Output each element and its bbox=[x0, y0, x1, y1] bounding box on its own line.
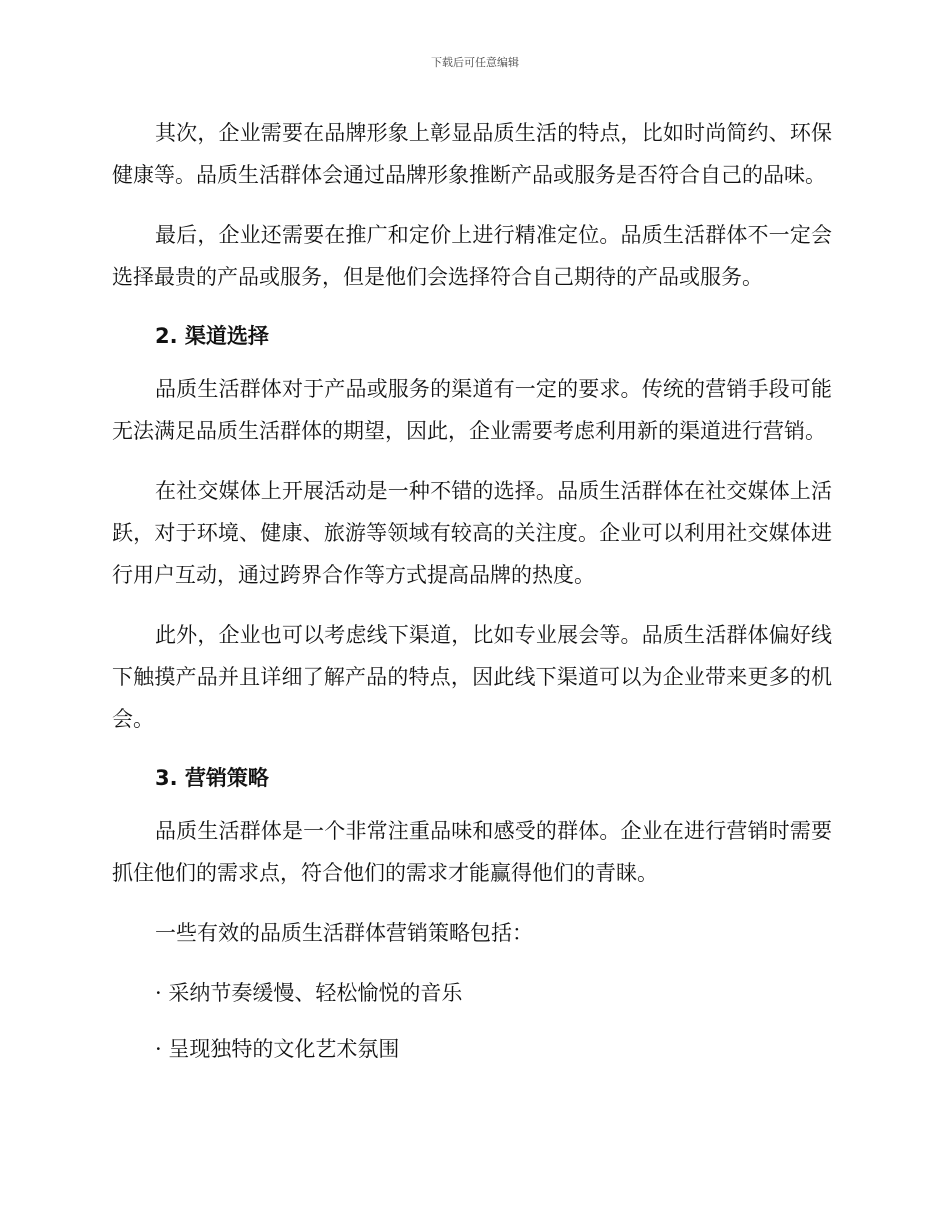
list-item: · 呈现独特的文化艺术氛围 bbox=[155, 1037, 400, 1061]
paragraph-pricing: 最后，企业还需要在推广和定价上进行精准定位。品质生活群体不一定会选择最贵的产品或服务，但是他们会选择符合自己期待的产品或服务。 bbox=[112, 223, 832, 289]
paragraph-offline-channel: 此外，企业也可以考虑线下渠道，比如专业展会等。品质生活群体偏好线下触摸产品并且详细了解产品的特点，因此线下渠道可以为企业带来更多的机会。 bbox=[112, 623, 832, 731]
list-item: · 采纳节奏缓慢、轻松愉悦的音乐 bbox=[155, 981, 463, 1005]
paragraph-strategy-intro: 品质生活群体是一个非常注重品味和感受的群体。企业在进行营销时需要抓住他们的需求点，符合他们的需求才能赢得他们的青睐。 bbox=[112, 819, 832, 885]
section-heading-strategy: 3. 营销策略 bbox=[155, 766, 269, 790]
header-note: 下载后可任意编辑 bbox=[431, 56, 519, 69]
paragraph-brand-image: 其次，企业需要在品牌形象上彰显品质生活的特点，比如时尚简约、环保健康等。品质生活群体会通过品牌形象推断产品或服务是否符合自己的品味。 bbox=[112, 121, 832, 187]
paragraph-social-media: 在社交媒体上开展活动是一种不错的选择。品质生活群体在社交媒体上活跃，对于环境、健康、旅游等领域有较高的关注度。企业可以利用社交媒体进行用户互动，通过跨界合作等方式提高品牌的热度。 bbox=[112, 479, 832, 587]
section-heading-channel: 2. 渠道选择 bbox=[155, 324, 269, 348]
paragraph-channel-requirements: 品质生活群体对于产品或服务的渠道有一定的要求。传统的营销手段可能无法满足品质生活群体的期望，因此，企业需要考虑利用新的渠道进行营销。 bbox=[112, 377, 832, 443]
paragraph-strategy-list-intro: 一些有效的品质生活群体营销策略包括： bbox=[155, 921, 533, 945]
document-body bbox=[112, 112, 832, 1084]
